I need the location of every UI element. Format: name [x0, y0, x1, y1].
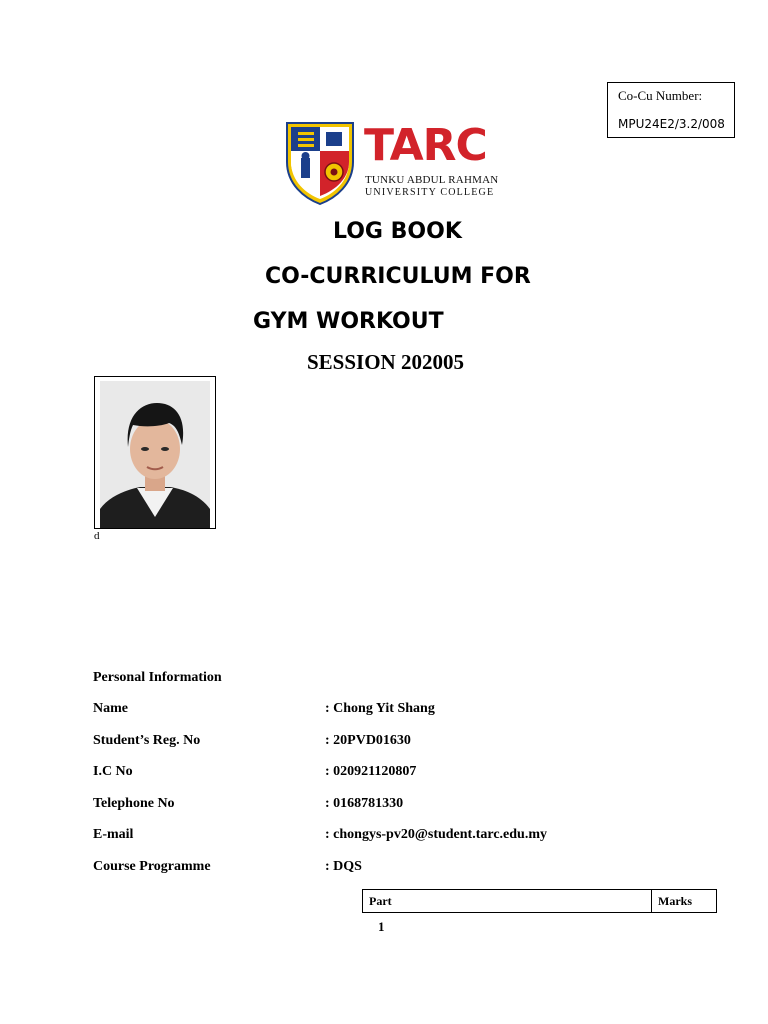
- name-label: Name: [93, 701, 128, 716]
- logo-subtitle-line1: TUNKU ABDUL RAHMAN: [365, 174, 499, 186]
- telephone-label: Telephone No: [93, 796, 175, 811]
- student-photo: [94, 376, 216, 529]
- email-value: : chongys-pv20@student.tarc.edu.my: [325, 827, 547, 842]
- course-programme-label: Course Programme: [93, 859, 211, 874]
- cocu-number-value: MPU24E2/3.2/008: [618, 117, 725, 131]
- student-portrait-icon: [95, 377, 215, 528]
- cocu-number-label: Co-Cu Number:: [618, 88, 703, 103]
- reg-no-label: Student’s Reg. No: [93, 733, 201, 748]
- tarc-logo: [284, 120, 504, 206]
- course-programme-value: : DQS: [325, 859, 362, 874]
- part-header: Part: [363, 890, 652, 913]
- name-value: : Chong Yit Shang: [325, 701, 435, 716]
- title-session: SESSION 202005: [307, 350, 464, 374]
- marks-header: Marks: [652, 890, 717, 913]
- marks-table: [362, 889, 717, 913]
- ic-no-value: : 020921120807: [325, 764, 417, 779]
- page-number: 1: [378, 919, 385, 934]
- table-row: [363, 890, 717, 913]
- title-co-curriculum: CO-CURRICULUM FOR: [265, 264, 531, 289]
- cocu-number-box: [607, 82, 735, 138]
- title-activity: GYM WORKOUT: [253, 309, 444, 334]
- reg-no-value: : 20PVD01630: [325, 733, 411, 748]
- crest-icon: [284, 120, 356, 206]
- telephone-value: : 0168781330: [325, 796, 404, 811]
- tarc-wordmark: TARC: [364, 120, 487, 171]
- personal-info-heading: Personal Information: [93, 670, 222, 685]
- title-log-book: LOG BOOK: [333, 219, 462, 244]
- email-label: E-mail: [93, 827, 134, 842]
- logo-subtitle-line2: UNIVERSITY COLLEGE: [365, 187, 495, 198]
- photo-caption: d: [94, 530, 100, 542]
- ic-no-label: I.C No: [93, 764, 133, 779]
